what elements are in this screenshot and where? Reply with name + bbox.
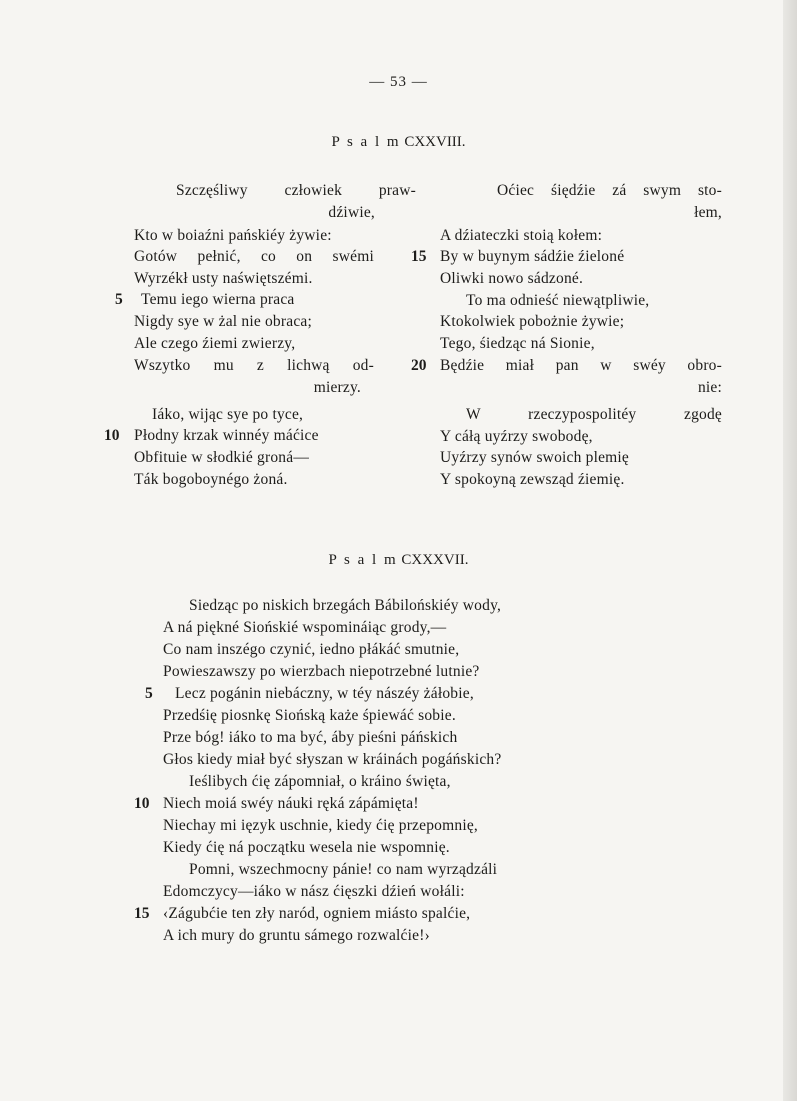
- verse-line: Przedśię piosnkę Siońską każe śpiewáć sobie.: [163, 707, 456, 724]
- verse-line: Ale czego źiemi zwierzy,: [134, 335, 296, 352]
- verse-line: A dźiateczki stoią kołem:: [440, 227, 603, 244]
- verse-line: Pomni, wszechmocny pánie! co nam wyrządzáli: [189, 861, 498, 878]
- verse-line: Ieślibych ćię zápomniał, o kráino święta,: [189, 773, 451, 790]
- psalm-title-number: CXXVIII.: [404, 134, 466, 150]
- verse-line: Powieszawszy po wierzbach niepotrzebné lutnie?: [163, 663, 480, 680]
- verse-line: Lecz pogánin niebáczny, w téy nászéy żáłobie,: [175, 685, 474, 702]
- line-number: 10: [104, 427, 120, 444]
- verse-line: Prze bóg! iáko to ma być, áby pieśni páńskich: [163, 729, 458, 746]
- verse-line: Ktokolwiek pobożnie żywie;: [440, 313, 625, 330]
- verse-line: Będźie miał pan w swéy obro-: [440, 357, 722, 374]
- verse-line: Nigdy sye w żal nie obraca;: [134, 313, 312, 330]
- verse-line: Kiedy ćię ná początku wesela nie wspomnię.: [163, 839, 450, 856]
- verse-line: Co nam inszégo czynić, iedno płákáć smutnie,: [163, 641, 460, 658]
- verse-line: mierzy.: [313, 379, 361, 396]
- psalm-title-prefix: P s a l m: [328, 552, 398, 568]
- verse-line: dźiwie,: [328, 204, 375, 221]
- page-edge: [783, 0, 797, 1101]
- verse-line: Temu iego wierna praca: [141, 291, 295, 308]
- verse-line: Y spokoyną zewsząd źiemię.: [440, 471, 625, 488]
- verse-line: Obfituie w słodkié groná—: [134, 449, 310, 466]
- verse-line: Siedząc po niskich brzegách Bábilońskiéy wody,: [189, 597, 502, 614]
- verse-line: Głos kiedy miał być słyszan w kráinách pogáńskich?: [163, 751, 502, 768]
- verse-line: Uyźrzy synów swoich plemię: [440, 449, 630, 466]
- psalm-title-prefix: P s a l m: [331, 134, 401, 150]
- verse-line: Iáko, wijąc sye po tyce,: [152, 406, 304, 423]
- verse-line: ‹Zágubćie ten zły naród, ogniem miásto spalćie,: [163, 905, 471, 922]
- verse-line: W rzeczypospolitéy zgodę: [466, 406, 722, 423]
- verse-line: Oćiec śiędźie zá swym sto-: [497, 182, 722, 199]
- page-number: — 53 —: [369, 74, 428, 90]
- line-number: 5: [115, 291, 123, 308]
- verse-line: A ich mury do gruntu sámego rozwalćie!›: [163, 927, 430, 944]
- psalm-title-number: CXXXVII.: [401, 552, 469, 568]
- verse-line: A ná piękné Siońskié wspomináiąc grody,—: [163, 619, 447, 636]
- verse-line: To ma odnieść niewątpliwie,: [466, 292, 650, 309]
- psalm-title-137: [0, 552, 797, 569]
- verse-line: Kto w boiaźni pańskiéy żywie:: [134, 227, 332, 244]
- verse-line: Wyrzékł usty naświętszémi.: [134, 270, 313, 287]
- verse-line: Niech moiá swéy náuki ręká zápámięta!: [163, 795, 419, 812]
- line-number: 20: [411, 357, 427, 374]
- line-number: 5: [145, 685, 153, 702]
- verse-line: Tego, śiedząc ná Sionie,: [440, 335, 595, 352]
- verse-line: łem,: [694, 204, 722, 221]
- verse-line: Gotów pełnić, co on swémi: [134, 248, 374, 265]
- verse-line: Y cáłą uyźrzy swobodę,: [440, 428, 593, 445]
- verse-line: Szczęśliwy człowiek praw-: [176, 182, 416, 199]
- verse-line: Płodny krzak winnéy máćice: [134, 427, 319, 444]
- verse-line: Wszytko mu z lichwą od-: [134, 357, 374, 374]
- verse-line: Ták bogoboynégo żoná.: [134, 471, 288, 488]
- verse-line: nie:: [697, 379, 722, 396]
- line-number: 15: [411, 248, 427, 265]
- line-number: 15: [134, 905, 150, 922]
- verse-line: Oliwki nowo sádzoné.: [440, 270, 584, 287]
- line-number: 10: [134, 795, 150, 812]
- verse-line: By w buynym sádźie źieloné: [440, 248, 625, 265]
- verse-line: Niechay mi ięzyk uschnie, kiedy ćię przepomnię,: [163, 817, 478, 834]
- psalm-title-128: [0, 134, 797, 151]
- verse-line: Edomczycy—iáko w nász ćięszki dźień wołáli:: [163, 883, 465, 900]
